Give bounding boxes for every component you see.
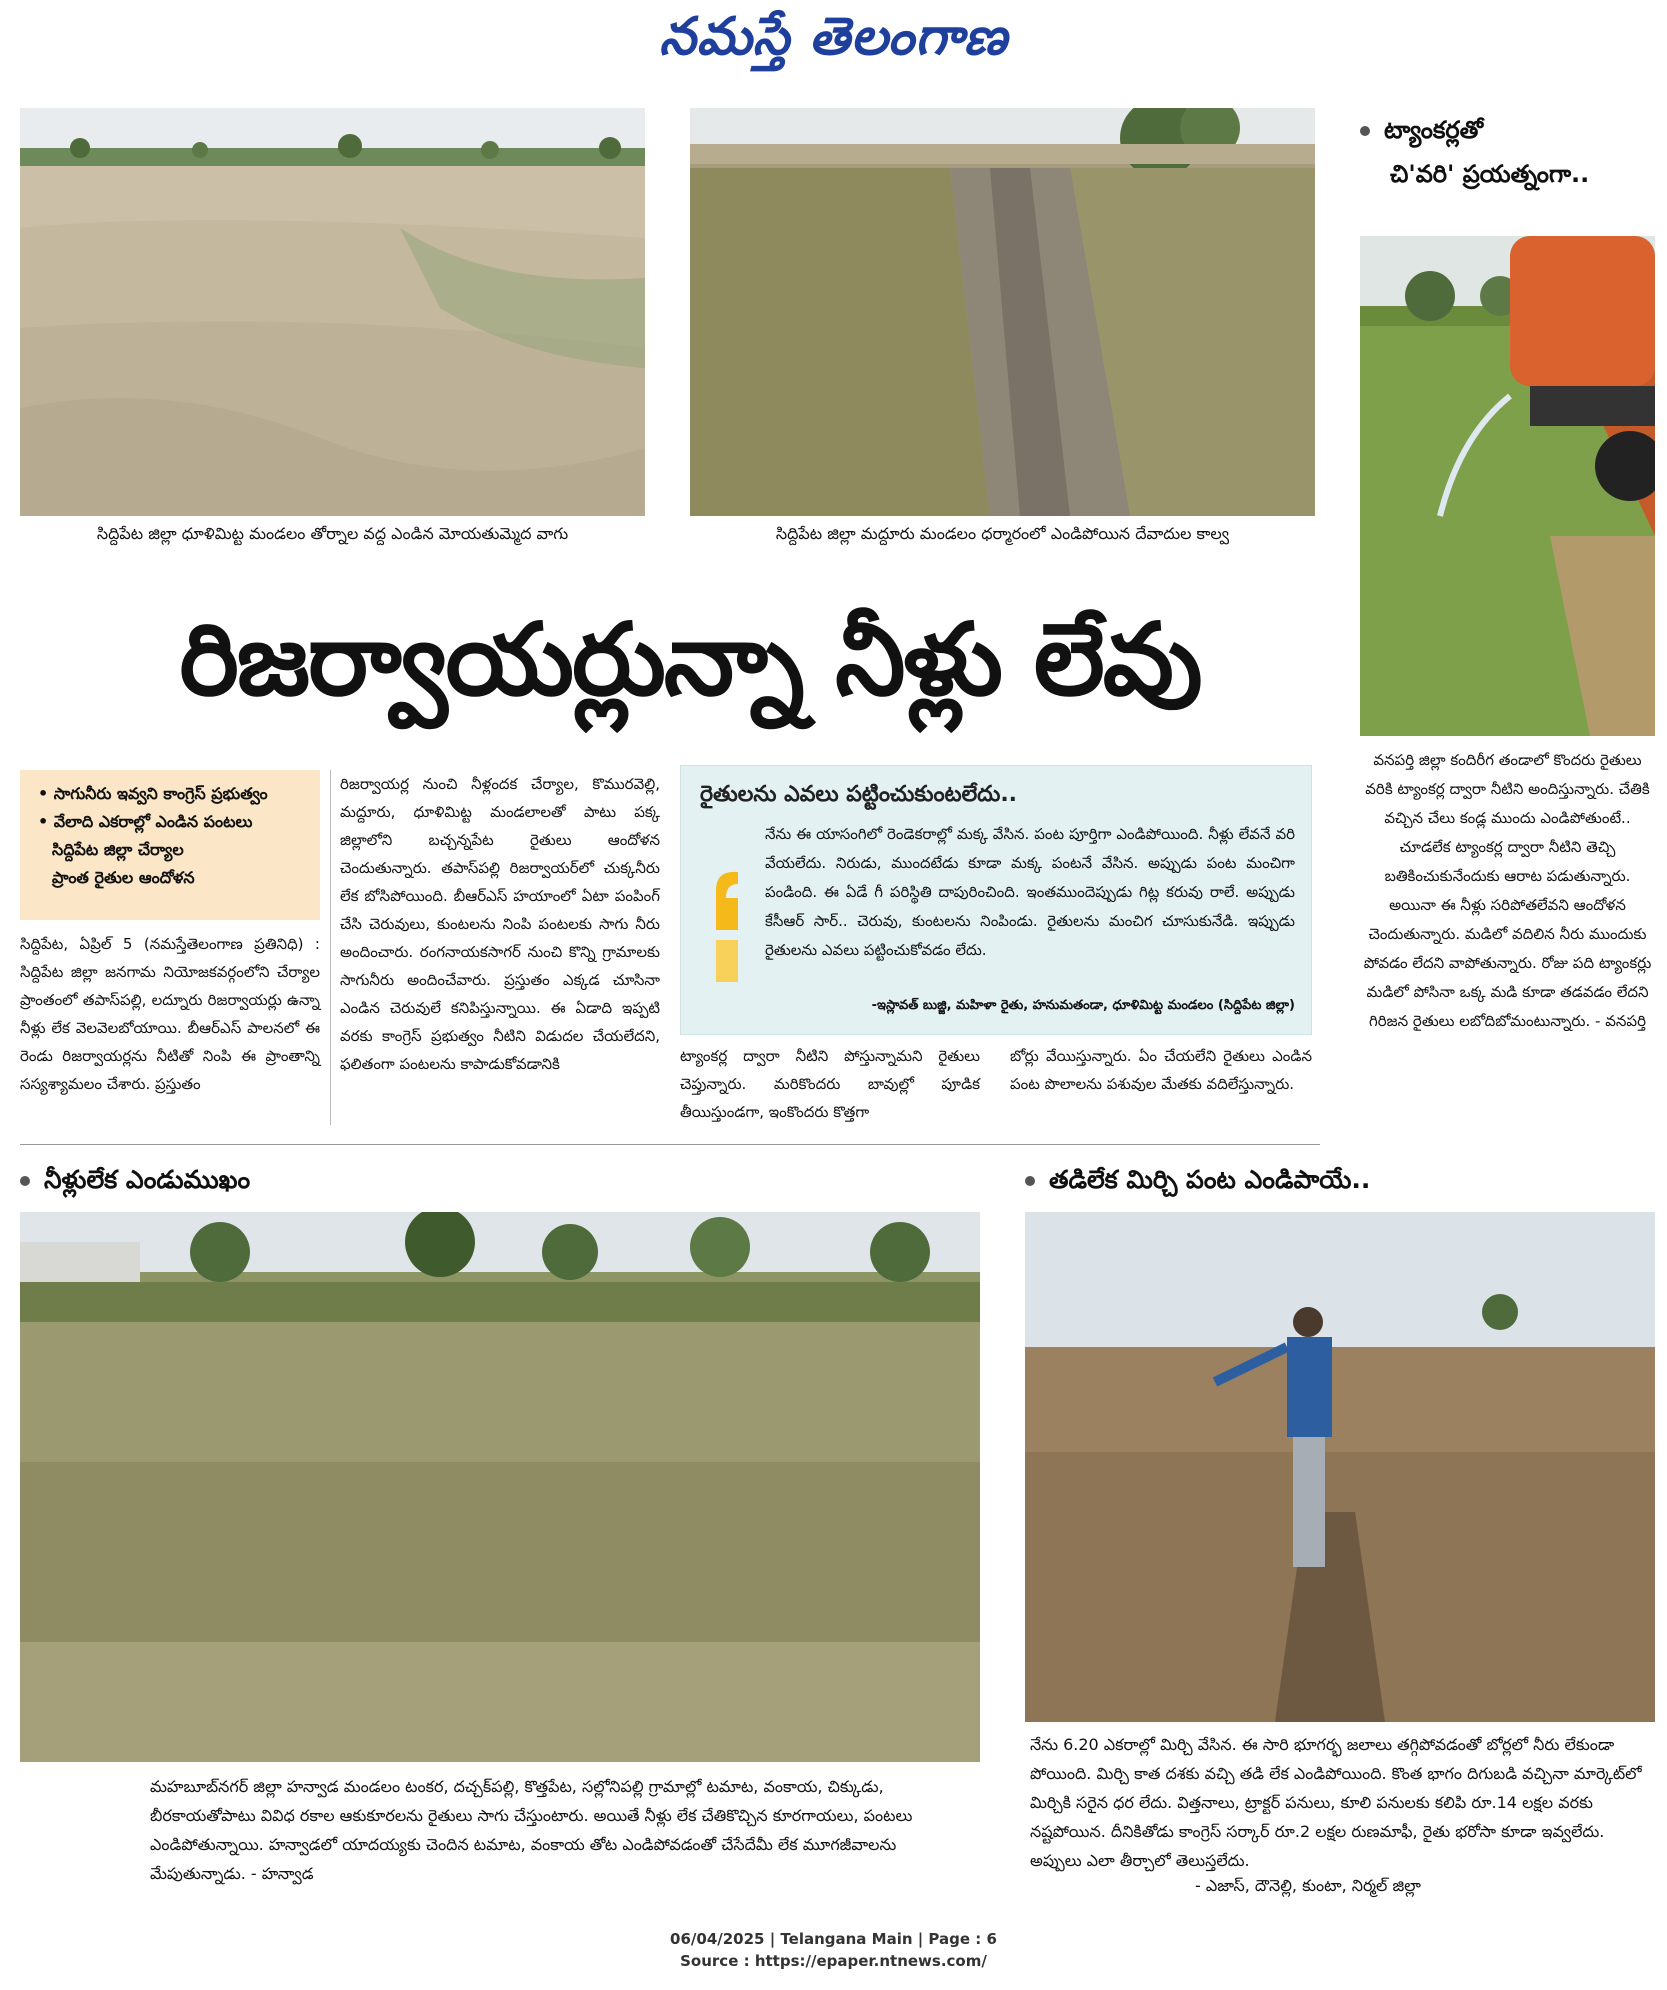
dried-vegetable-field-photo <box>20 1212 980 1762</box>
story-column-3: ట్యాంకర్ల ద్వారా నీటిని పోస్తున్నామని రైతులు చెప్తున్నారు. మరికొందరు బావుల్లో పూడిక తీయిస్తుండగా, ఇంకొందరు కొత్తగా <box>680 1047 980 1121</box>
tanker-title-line2: చి'వరి' ప్రయత్నంగా.. <box>1390 160 1590 188</box>
column-divider <box>330 770 331 1125</box>
section-right-source: - ఎజాస్, దౌనెల్లి, కుంటా, నిర్మల్ జిల్లా <box>1195 1876 1421 1895</box>
tanker-title-line1: ట్యాంకర్లతో <box>1384 116 1484 144</box>
story-column-1: సిద్దిపేట, ఏప్రిల్ 5 (నమస్తేతెలంగాణ ప్రతినిధి) : సిద్దిపేట జిల్లా జనగామ నియోజకవర్గంలోని చేర్యాల ప్రాంతంలో తపాస్‌పల్లి, లద్నూరు రిజర్వాయర్లు ఉన్నా నీళ్లు లేక వెలవెలబోయాయి. బీఆర్‌ఎస్ పాలనలో ఈ రెండు రిజర్వాయర్లను నీటితో నింపి ఈ ప్రాంతాన్ని సస్యశ్యామలం చేశారు. ప్రస్తుతం <box>20 935 320 1093</box>
quote-mark-icon <box>710 870 744 985</box>
highlights-box <box>20 770 320 920</box>
quote-title: రైతులను ఎవలు పట్టించుకుంటలేదు.. <box>700 782 1018 807</box>
headline: రిజర్వాయర్లున్నా నీళ్లు లేవు <box>179 601 1201 718</box>
section-divider <box>20 1144 1320 1145</box>
section-right-title: తడిలేక మిర్చి పంట ఎండిపాయే.. <box>1025 1165 1370 1201</box>
bullet-dot <box>1360 126 1370 136</box>
section-right-caption: నేను 6.20 ఎకరాల్లో మిర్చి వేసిన. ఈ సారి భూగర్భ జలాలు తగ్గిపోవడంతో బోర్లలో నీరు లేకుండా పోయింది. మిర్చి కాత దశకు వచ్చి తడి లేక ఎండిపోయింది. కొంత భాగం దిగుబడి వచ్చినా మార్కెట్‌లో మిర్చికి సరైన ధర లేదు. విత్తనాలు, ట్రాక్టర్ పనులు, కూలి పనులకు కలిపి రూ.14 లక్షల వరకు నష్టపోయిన. దీనికితోడు కాంగ్రెస్ సర్కార్ రూ.2 లక్షల రుణమాఫీ, రైతు భరోసా కూడా ఇవ్వలేదు. అప్పులు ఎలా తీర్చాలో తెలుస్తలేదు. <box>1030 1735 1642 1870</box>
story-column-4: బోర్లు వేయిస్తున్నారు. ఏం చేయలేని రైతులు ఎండిన పంట పొలాలను పశువుల మేతకు వదిలేస్తున్నారు. <box>1010 1047 1312 1093</box>
tanker-photo <box>1360 236 1655 736</box>
section-left-caption: మహబూబ్‌నగర్ జిల్లా హన్వాడ మండలం టంకర, దచ్చక్‌పల్లి, కొత్తపేట, సల్లోనిపల్లి గ్రామాల్లో టమాట, వంకాయ, చిక్కుడు, బీరకాయతోపాటు వివిధ రకాల ఆకుకూరలను రైతులు సాగు చేస్తుంటారు. అయితే నీళ్లు లేక చేతికొచ్చిన కూరగాయలు, పంటలు ఎండిపోతున్నాయి. హన్వాడలో యాదయ్యకు చెందిన టమాట, వంకాయ తోట ఎండిపోవడంతో చేసేదేమీ లేక మూగజీవాలను మేపుతున్నాడు. - హన్వాడ <box>150 1777 913 1883</box>
masthead-title: నమస్తే తెలంగాణ <box>659 6 1008 67</box>
highlight-item: సిద్దిపేట జిల్లా చేర్యాల <box>52 840 184 859</box>
dry-canal-photo <box>690 108 1315 516</box>
tanker-title <box>1360 108 1655 196</box>
tanker-caption: వనపర్తి జిల్లా కందిరీగ తండాలో కొందరు రైతులు వరికి ట్యాంకర్ల ద్వారా నీటిని అందిస్తున్నారు. చేతికి వచ్చిన చేలు కండ్ల ముందు ఎండిపోతుంటే.. చూడలేక ట్యాంకర్ల ద్వారా నీటిని తెచ్చి బతికించుకునేందుకు ఆరాట పడుతున్నారు. అయినా ఈ నీళ్లు సరిపోతలేవని ఆందోళన చెందుతున్నారు. మడిలో వదిలిన నీరు ముందుకు పోవడం లేదని వాపోతున్నారు. రోజు పది ట్యాంకర్లు మడిలో పోసినా ఒక్క మడి కూడా తడవడం లేదని గిరిజన రైతులు లబోదిబోమంటున్నారు. - వనపర్తి <box>1363 751 1652 1030</box>
section-left-title: నీళ్లులేక ఎండుముఖం <box>20 1165 250 1201</box>
bullet-dot <box>1025 1176 1035 1186</box>
quote-text: నేను ఈ యాసంగిలో రెండెకరాల్లో మక్క వేసిన. పంట పూర్తిగా ఎండిపోయింది. నీళ్లు లేవనే వరి వేయలేదు. నిరుడు, ముందటేడు కూడా మక్క పంటనే వేసిన. అప్పుడు పంట మంచిగా పండింది. ఈ ఏడే గీ పరిస్థితి దాపురించింది. ఇంతముందెప్పుడు గిట్ల కరువు రాలే. అప్పుడు కేసీఆర్ సార్.. చెరువు, కుంటలను నింపిండు. రైతులను మంచిగ చూసుకునేడి. ఇప్పుడు రైతులను ఎవలు పట్టించుకోవడం లేదు. <box>765 825 1295 959</box>
story-column-2: రిజర్వాయర్ల నుంచి నీళ్లందక చేర్యాల, కొమురవెల్లి, మద్దూరు, ధూళిమిట్ట మండలాలతో పాటు పక్క జిల్లాలోని బచ్చన్నపేట రైతులు ఆందోళన చెందుతున్నారు. తపాస్‌పల్లి రిజర్వాయర్‌లో చుక్కనీరు లేక బోసిపోయింది. బీఆర్‌ఎస్ హయాంలో ఏటా పంపింగ్ చేసి చెరువులు, కుంటలను నింపి పంటలకు సాగు నీరు అందించారు. రంగనాయకసాగర్ నుంచి కొన్ని గ్రామాలకు సాగునీరు అందించేవారు. ప్రస్తుతం ఎక్కడ చూసినా ఎండిన చెరువులే కనిపిస్తున్నాయి. ఈ ఏడాది ఇప్పటి వరకు కాంగ్రెస్ ప్రభుత్వం నీటిని విడుదల చేయలేదని, ఫలితంగా పంటలను కాపాడుకోవడానికి <box>340 775 660 1073</box>
footer-source: Source : https://epaper.ntnews.com/ <box>680 1952 987 1970</box>
dried-chilli-field-photo <box>1025 1212 1655 1722</box>
masthead <box>0 0 1667 90</box>
footer-date-edition: 06/04/2025 | Telangana Main | Page : 6 <box>670 1930 997 1948</box>
dry-stream-photo <box>20 108 645 516</box>
highlight-item: • వేలాది ఎకరాల్లో ఎండిన పంటలు <box>38 812 253 831</box>
highlight-item: • సాగునీరు ఇవ్వని కాంగ్రెస్ ప్రభుత్వం <box>38 784 268 803</box>
dry-stream-caption: సిద్దిపేట జిల్లా ధూళిమిట్ట మండలం తోర్నాల వద్ద ఎండిన మోయతుమ్మెద వాగు <box>96 524 569 543</box>
highlight-item: ప్రాంత రైతుల ఆందోళన <box>52 868 195 887</box>
dry-canal-caption: సిద్దిపేట జిల్లా మద్దూరు మండలం ధర్మారంలో ఎండిపోయిన దేవాదుల కాల్వ <box>775 524 1230 543</box>
quote-source: -ఇస్లావత్ బుజ్జి, మహిళా రైతు, హనుమతండా, ధూళిమిట్ట మండలం (సిద్దిపేట జిల్లా) <box>871 998 1295 1013</box>
bullet-dot <box>20 1176 30 1186</box>
